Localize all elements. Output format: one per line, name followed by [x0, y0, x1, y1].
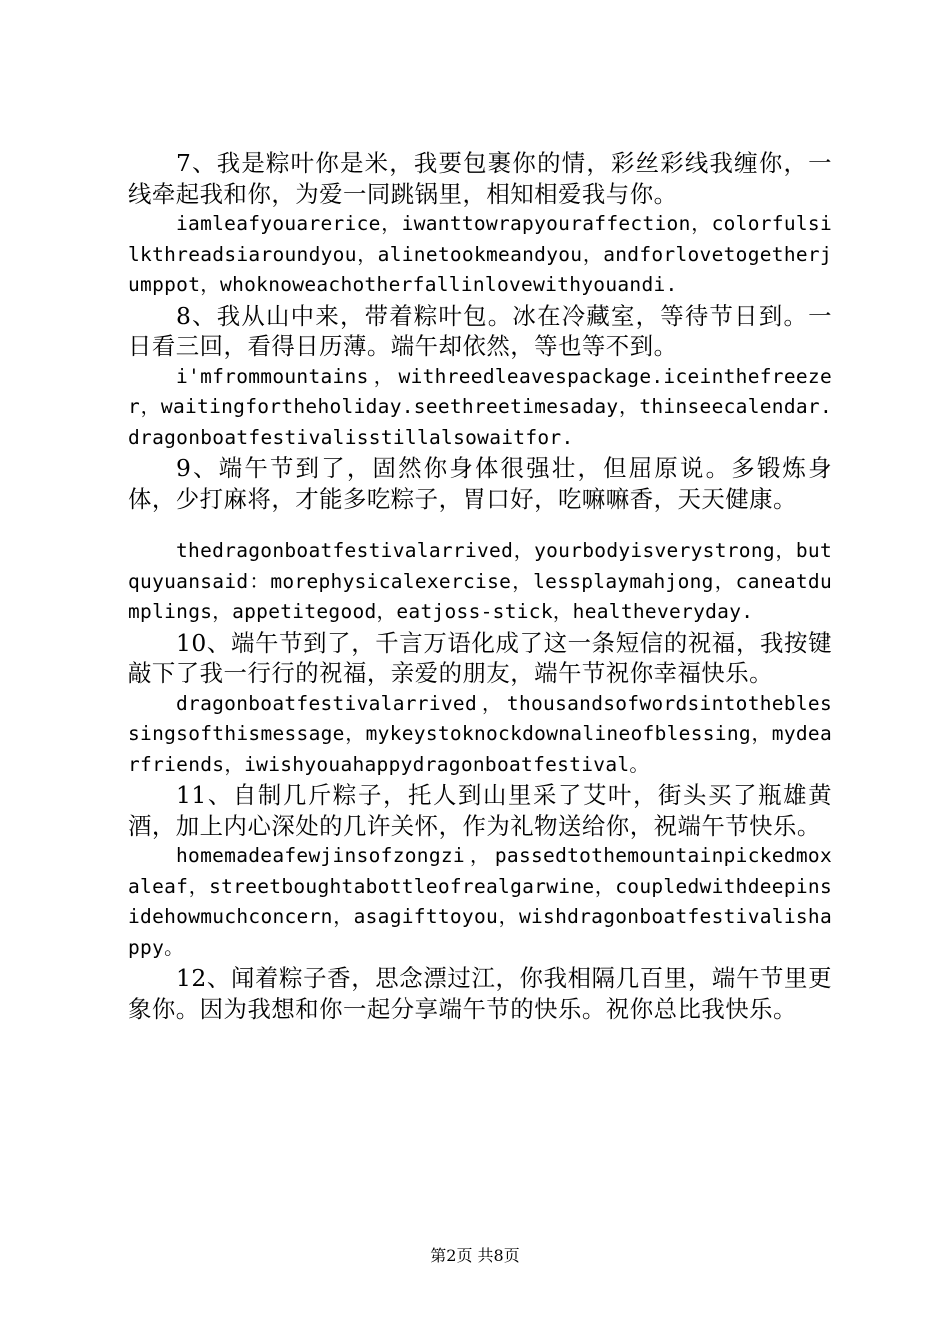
paragraph-spacer [128, 514, 832, 536]
paragraph-8-chinese: 8、我从山中来，带着粽叶包。冰在冷藏室，等待节日到。一日看三回，看得日历薄。端午却依然，等也等不到。 [128, 301, 832, 360]
paragraph-11-english: homemadeafewjinsofzongzi，passedtothemountainpickedmoxaleaf，streetboughtabottleofrealgarwine，coupledwithdeepinsidehowmuchconcern，asagifttoyou，wishdragonboatfestivalishappy。 [128, 844, 832, 959]
paragraph-9-chinese: 9、端午节到了，固然你身体很强壮，但屈原说。多锻炼身体，少打麻将，才能多吃粽子，胃口好，吃嘛嘛香，天天健康。 [128, 454, 832, 513]
document-body [128, 148, 832, 1024]
paragraph-7-chinese: 7、我是粽叶你是米，我要包裹你的情，彩丝彩线我缠你，一线牵起我和你，为爱一同跳锅里，相知相爱我与你。 [128, 149, 832, 208]
paragraph-10-chinese: 10、端午节到了，千言万语化成了这一条短信的祝福，我按键敲下了我一行行的祝福，亲爱的朋友，端午节祝你幸福快乐。 [128, 628, 832, 687]
paragraph-11-chinese: 11、自制几斤粽子，托人到山里采了艾叶，街头买了瓶雄黄酒，加上内心深处的几许关怀，作为礼物送给你，祝端午节快乐。 [128, 781, 832, 840]
paragraph-9-english: thedragonboatfestivalarrived，yourbodyisverystrong，butquyuansaid：morephysicalexercise，lessplaymahjong，caneatdumplings，appetitegood，eatjoss-stick，healtheveryday. [128, 539, 832, 623]
paragraph-8-english: i'mfrommountains，withreedleavespackage.iceinthefreezer，waitingfortheholiday.seethreetimesaday，thinseecalendar.dragonboatfestivalisstillalsowaitfor. [128, 364, 832, 449]
paragraph-7-english: iamleafyouarerice，iwanttowrapyouraffection，colorfulsilkthreadsiaroundyou，alinetookmeandyou，andforlovetogetherjumppot，whoknoweachotherfallinlovewithyouandi. [128, 212, 832, 296]
paragraph-10-english: dragonboatfestivalarrived，thousandsofwordsintotheblessingsofthismessage，mykeystoknockdownalineofblessing，mydearfriends，iwishyouahappydragonboatfestival。 [128, 691, 832, 776]
page-number-footer: 第2页 共8页 [430, 1246, 520, 1265]
paragraph-12-chinese: 12、闻着粽子香，思念漂过江，你我相隔几百里，端午节里更象你。因为我想和你一起分享端午节的快乐。祝你总比我快乐。 [128, 964, 832, 1023]
